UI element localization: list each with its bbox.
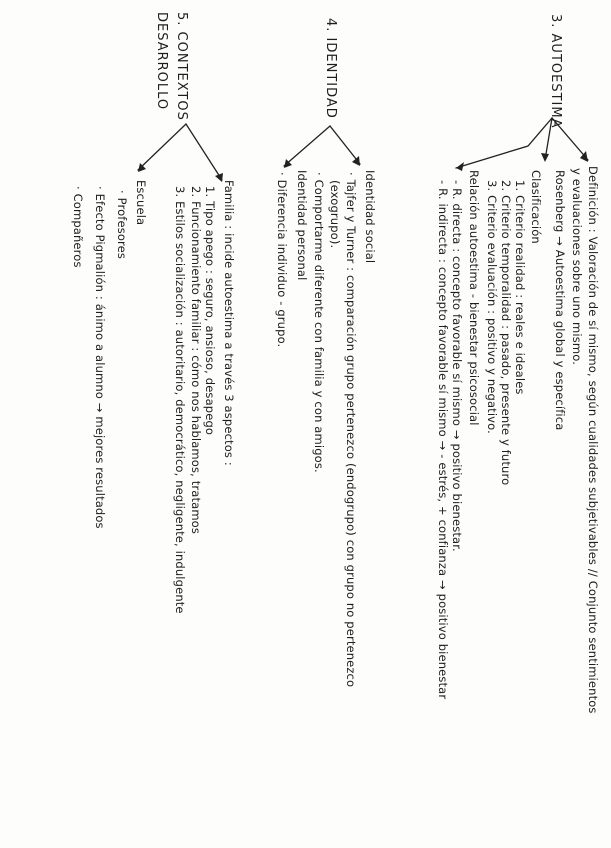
criterio-realidad: 1. Criterio realidad : reales e ideales — [513, 180, 527, 395]
definicion-line-1: Definición : Valoración de sí mismo, según cualidades subjetivables // Conjunto sentimientos — [586, 166, 600, 714]
section-title-autoestima: 3. AUTOESTIMA — [548, 14, 563, 129]
tajfel-line-1: · Tajfer y Turner : comparación grupo pertenezco (endogrupo) con grupo no pertenezco — [344, 172, 358, 688]
brace-identidad — [330, 126, 360, 164]
criterio-evaluacion: 3. Criterio evaluación : positivo y negativo. — [485, 180, 499, 434]
identidad-social: Identidad social — [363, 170, 377, 264]
arrowhead-2 — [541, 153, 549, 162]
section-title-contextos: 5. CONTEXTOS — [174, 12, 189, 121]
escuela-pigmalion: · Efecto Pigmalión : ánimo a alumno → mejores resultados — [93, 186, 107, 529]
rosenberg-line: Rosenberg → Autoestima global y específica — [553, 170, 567, 431]
identidad-personal: Identidad personal — [295, 170, 309, 281]
diferencia-line: · Diferencia individuo - grupo. — [275, 172, 289, 348]
escuela-companeros: · Compañeros — [71, 186, 85, 268]
section-title-desarrollo: DESARROLLO — [154, 12, 169, 111]
escuela-profesores: · Profesores — [115, 190, 129, 260]
brace-autoestima — [456, 118, 552, 168]
clasificacion-heading: Clasificación — [529, 170, 543, 244]
comportarme-line: · Comportarme diferente con familia y con amigos. — [312, 172, 326, 473]
criterio-temporalidad: 2. Criterio temporalidad : pasado, presente y futuro — [499, 180, 513, 486]
arrowhead-4 — [352, 156, 360, 166]
familia-tipo-apego: 1. Tipo apego : seguro, ansioso, desapego — [203, 186, 217, 436]
section-title-identidad: 4. IDENTIDAD — [323, 18, 338, 119]
arrowhead-1 — [456, 162, 464, 171]
tajfel-line-2: (exogrupo). — [328, 180, 342, 249]
definicion-line-2: y evaluaciones sobre uno mismo. — [570, 168, 584, 366]
relacion-indirecta: - R. indirecta : concepto favorable sí mismo → - estrés, + confianza → positivo bienestar — [436, 180, 450, 700]
brace-contextos — [186, 124, 222, 180]
familia-line: Familia : incide autoestima a través 3 aspectos : — [222, 180, 236, 466]
brace-identidad-left — [284, 126, 330, 166]
escuela-heading: Escuela — [134, 180, 148, 226]
relacion-heading: Relación autoestima - bienestar psicosocial — [467, 170, 481, 426]
familia-funcionamiento: 2. Funcionamiento familiar : cómo nos hablamos, tratamos — [189, 186, 203, 534]
familia-estilos: 3. Estilos socialización : autoritario, democrático, negligente, indulgente — [173, 186, 187, 614]
relacion-directa: - R. directa : concepto favorable sí mismo → positivo bienestar. — [450, 180, 464, 552]
brace-contextos-left — [138, 124, 186, 170]
